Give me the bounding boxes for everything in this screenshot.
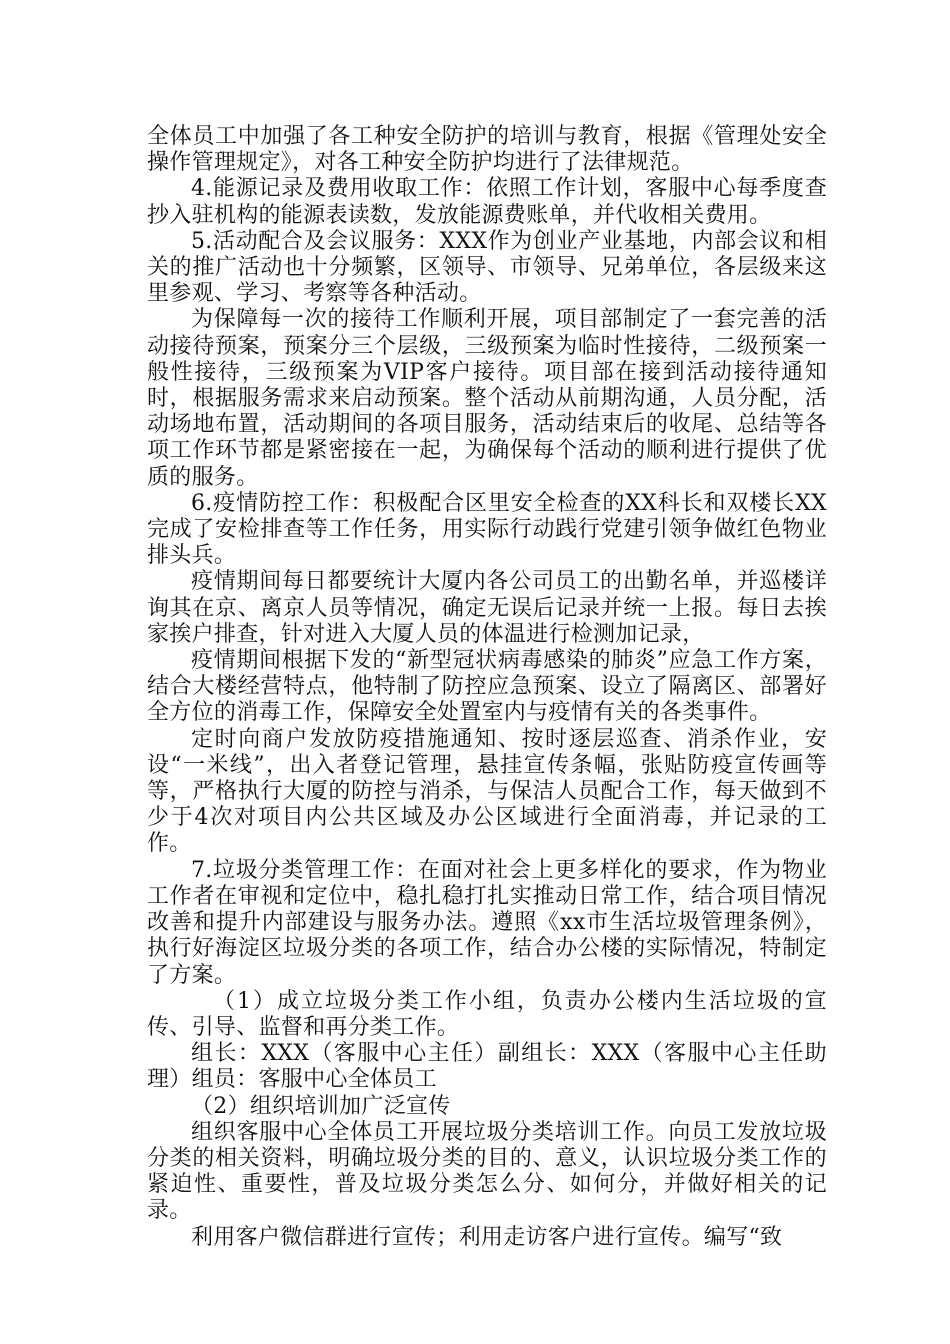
- paragraph: 5.活动配合及会议服务：XXX作为创业产业基地，内部会议和相关的推广活动也十分频繁，区领导、市领导、兄弟单位，各层级来这里参观、学习、考察等各种活动。: [147, 228, 827, 307]
- paragraph: 组长：XXX（客服中心主任）副组长：XXX（客服中心主任助理）组员：客服中心全体员工: [147, 1041, 827, 1093]
- paragraph: 为保障每一次的接待工作顺利开展，项目部制定了一套完善的活动接待预案，预案分三个层级，三级预案为临时性接待，二级预案一般性接待，三级预案为VIP客户接待。项目部在接到活动接待通知时，根据服务需求来启动预案。整个活动从前期沟通，人员分配，活动场地布置，活动期间的各项目服务，活动结束后的收尾、总结等各项工作环节都是紧密接在一起，为确保每个活动的顺利进行提供了优质的服务。: [147, 307, 827, 490]
- paragraph: 利用客户微信群进行宣传；利用走访客户进行宣传。编写“致: [191, 1224, 783, 1250]
- document-body: [147, 124, 827, 1251]
- paragraph: 疫情期间每日都要统计大厦内各公司员工的出勤名单，并巡楼详询其在京、离京人员等情况，确定无误后记录并统一上报。每日去挨家挨户排查，针对进入大厦人员的体温进行检测加记录，: [147, 569, 827, 647]
- paragraph: （2）组织培训加广泛宣传: [191, 1093, 451, 1119]
- paragraph: 4.能源记录及费用收取工作：依照工作计划，客服中心每季度查抄入驻机构的能源表读数，发放能源费账单，并代收相关费用。: [147, 176, 827, 228]
- paragraph: （1）成立垃圾分类工作小组，负责办公楼内生活垃圾的宣传、引导、监督和再分类工作。: [147, 988, 827, 1040]
- paragraph: 疫情期间根据下发的“新型冠状病毒感染的肺炎”应急工作方案，结合大楼经营特点，他特制了防控应急预案、设立了隔离区、部署好全方位的消毒工作，保障安全处置室内与疫情有关的各类事件。: [147, 648, 827, 726]
- paragraph: 定时向商户发放防疫措施通知、按时逐层巡查、消杀作业，安设“一米线”，出入者登记管理，悬挂宣传条幅，张贴防疫宣传画等等，严格执行大厦的防控与消杀，与保洁人员配合工作，每天做到不少于4次对项目内公共区域及办公区域进行全面消毒，并记录的工作。: [147, 726, 827, 857]
- paragraph: 组织客服中心全体员工开展垃圾分类培训工作。向员工发放垃圾分类的相关资料，明确垃圾分类的目的、意义，认识垃圾分类工作的紧迫性、重要性，普及垃圾分类怎么分、如何分，并做好相关的记录。: [147, 1119, 827, 1224]
- paragraph: 7.垃圾分类管理工作：在面对社会上更多样化的要求，作为物业工作者在审视和定位中，稳扎稳打扎实推动日常工作，结合项目情况改善和提升内部建设与服务办法。遵照《xx市生活垃圾管理条例》，执行好海淀区垃圾分类的各项工作，结合办公楼的实际情况，特制定了方案。: [147, 857, 827, 988]
- paragraph: 全体员工中加强了各工种安全防护的培训与教育，根据《管理处安全操作管理规定》，对各工种安全防护均进行了法律规范。: [147, 124, 827, 176]
- paragraph: 6.疫情防控工作：积极配合区里安全检查的XX科长和双楼长XX完成了安检排查等工作任务，用实际行动践行党建引领争做红色物业排头兵。: [147, 490, 827, 569]
